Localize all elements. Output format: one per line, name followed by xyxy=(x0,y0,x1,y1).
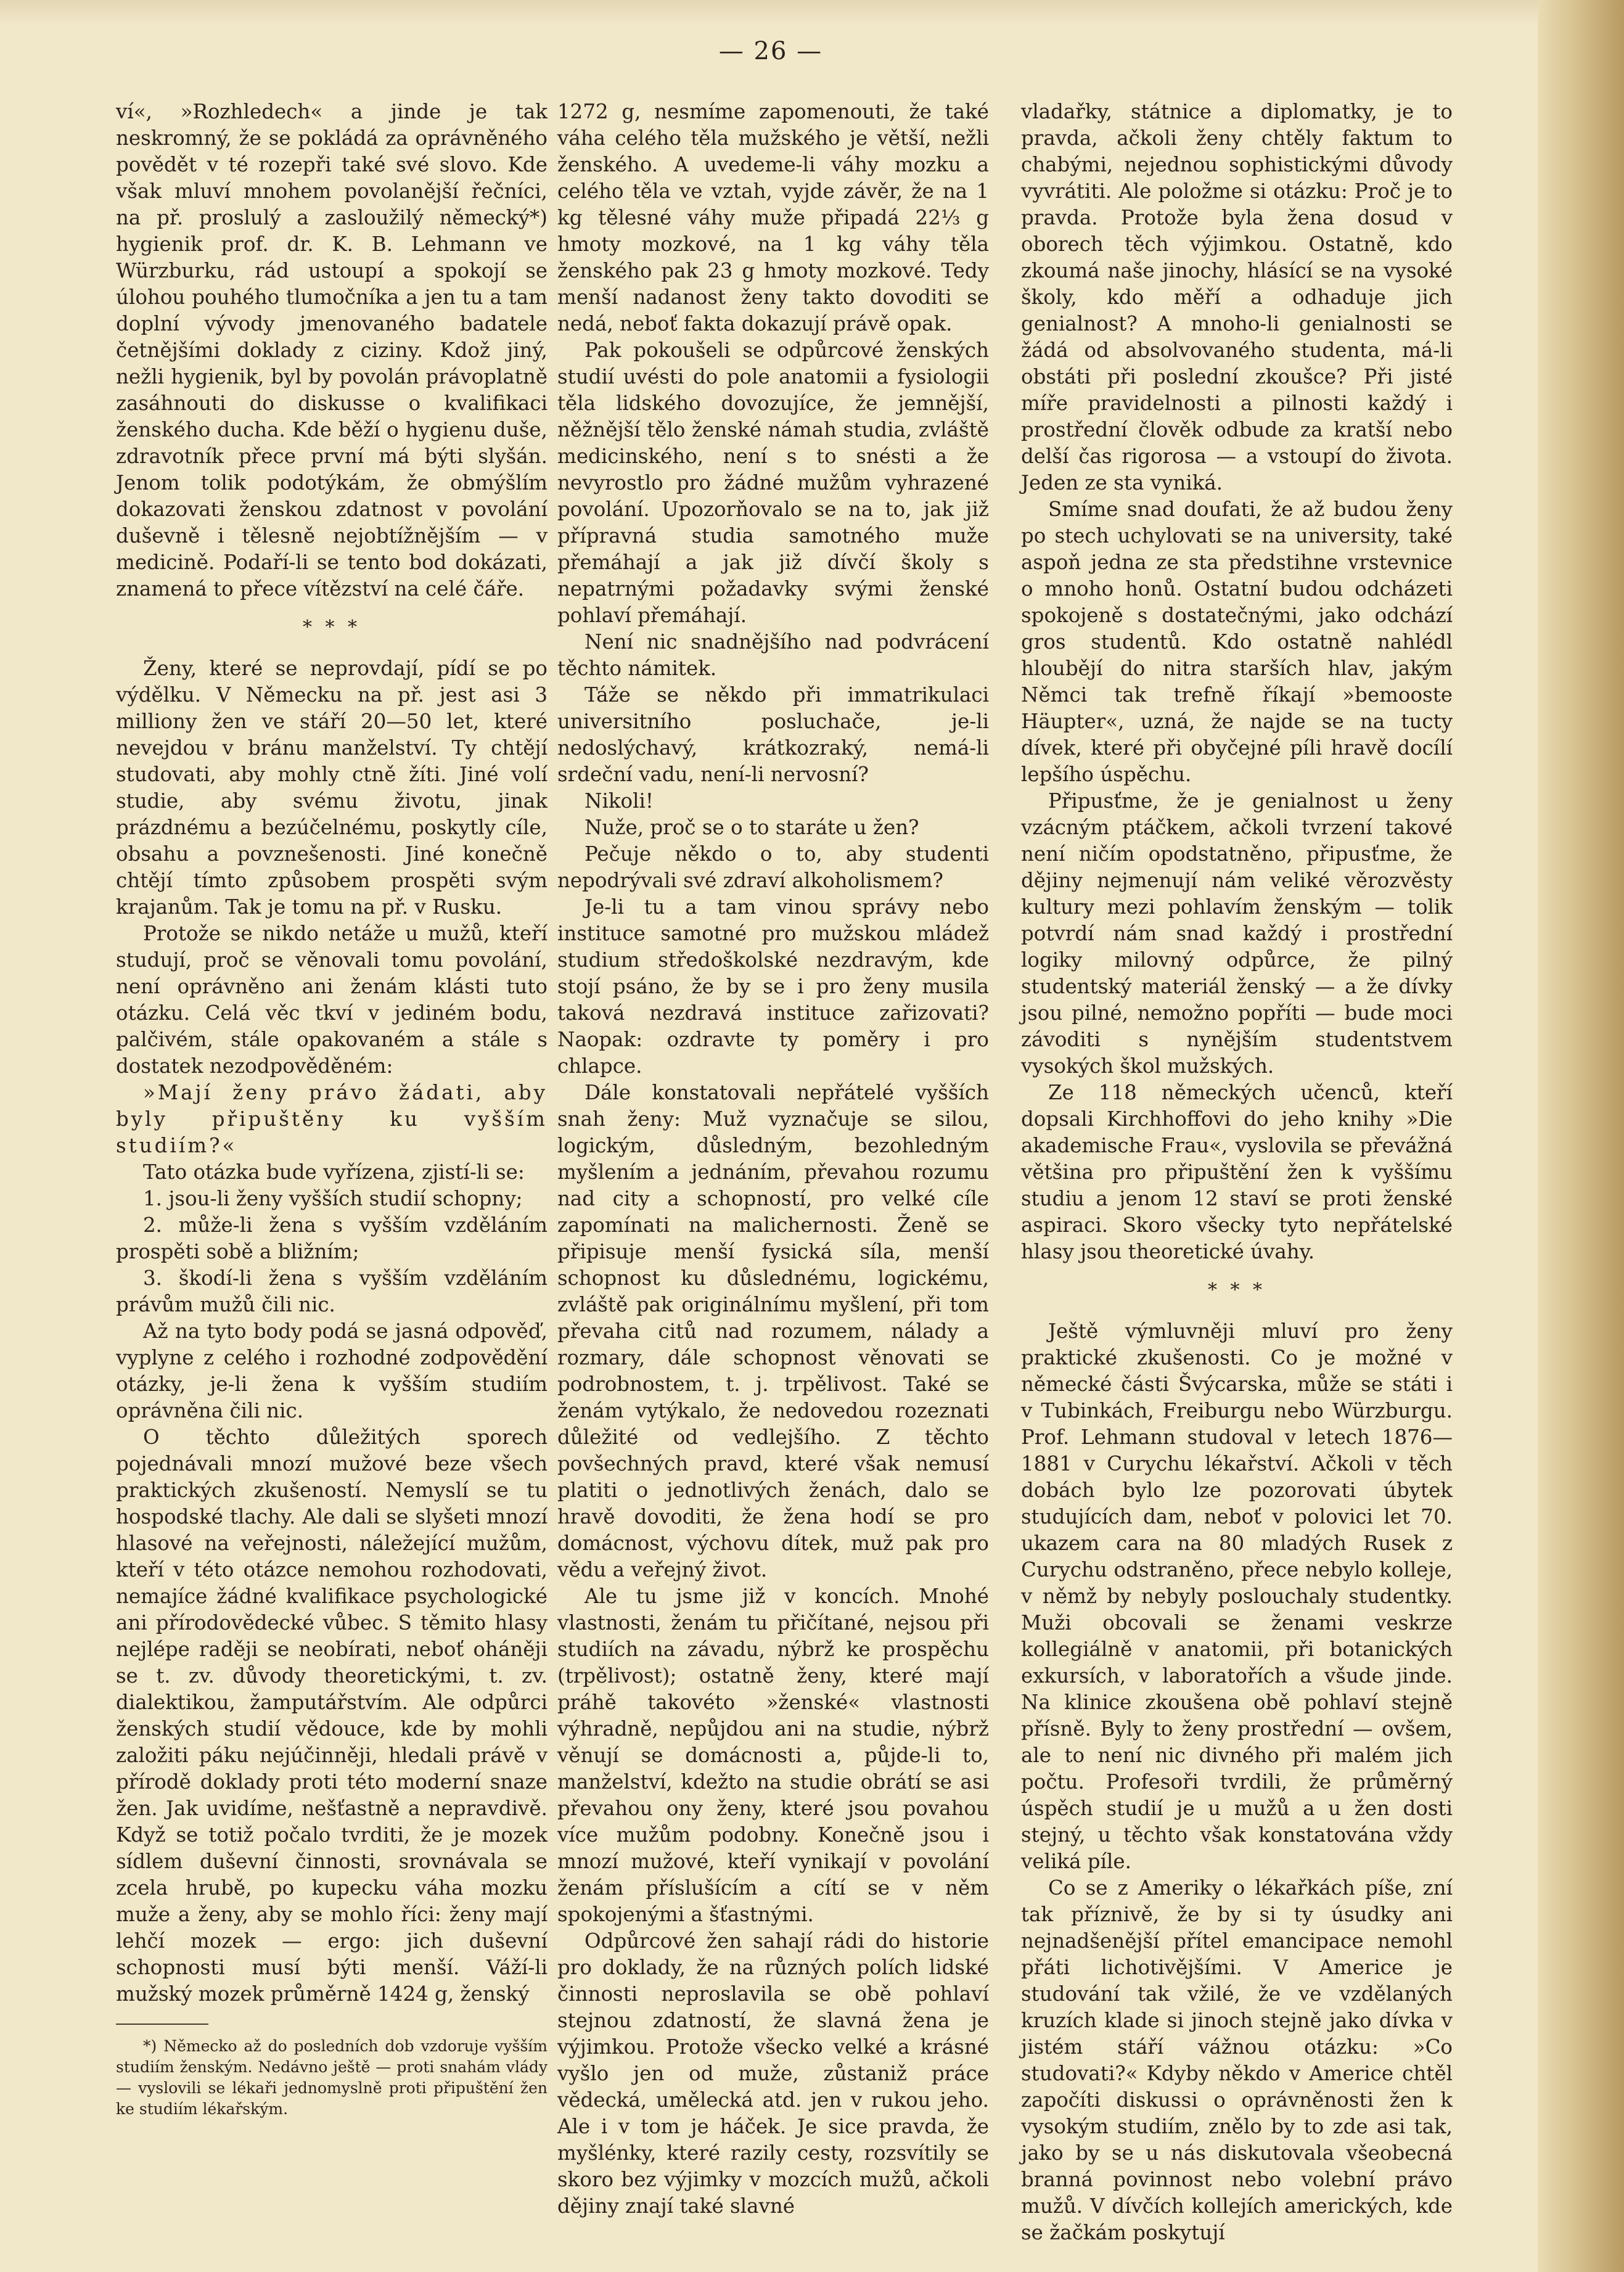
paragraph: Odpůrcové žen sahají rádi do historie pro doklady, že na různých polích lidské činnosti neproslavila se obě pohlaví stejnou zdatností, že slavná žena je výjimkou. Protože všecko velké a krásné vyšlo jen od muže, zůstaniž práce vědecká, umělecká atd. jen v rukou jeho. Ale i v tom je háček. Je sice pravda, že myšlénky, které razily cesty, rozsvítily se skoro bez výjimky v mozcích mužů, ačkoli dějiny znají také slavné xyxy=(557,1929,989,2218)
paragraph: vladařky, státnice a diplomatky, je to pravda, ačkoli ženy chtěly faktum to chabými, nejednou sophistickými důvody vyvrátiti. Ale položme si otázku: Proč je to pravda. Protože byla žena dosud v oborech těch výjimkou. Ostatně, kdo zkoumá naše jinochy, hlásící se na vysoké školy, kdo měří a odhaduje jich genialnost? A mnoho-li genialnosti se žádá od absolvovaného studenta, má-li obstáti při poslední zkoušce? Při jisté míře pravidelnosti a pilnosti každý i prostřední člověk odbude za kratší nebo delší čas rigorosa — a vstoupí do života. Jeden ze sta vyniká. xyxy=(1021,100,1453,494)
paragraph: Nuže, proč se o to staráte u žen? xyxy=(584,816,919,839)
column-3 xyxy=(1021,99,1453,2246)
paragraph: Ženy, které se neprovdají, pídí se po výdělku. V Německu na př. jest asi 3 milliony žen ve stáří 20—50 let, které nevejdou v bránu manželství. Ty chtějí studovati, aby mohly ctně žíti. Jiné volí studie, aby svému životu, jinak prázdnému a bezúčelnému, poskytly cíle, obsahu a povznešenosti. Jiné konečně chtějí tímto způsobem prospěti svým krajanům. Tak je tomu na př. v Rusku. xyxy=(116,657,547,919)
page-top-shadow xyxy=(0,0,1624,25)
paragraph: Ze 118 německých učenců, kteří dopsali Kirchhoffovi do jeho knihy »Die akademische Frau«, vyslovila se převážná většina pro připuštění žen k vyššímu studiu a jenom 12 staví se proti ženské aspiraci. Skoro všecky tyto nepřátelské hlasy jsou theoretické úvahy. xyxy=(1021,1081,1453,1263)
paragraph: Ale tu jsme již v koncích. Mnohé vlastnosti, ženám tu přičítané, nejsou při studiích na závadu, nýbrž ke prospěchu (trpělivost); ostatně ženy, které mají práhě takovéto »ženské« vlastnosti výhradně, nepůjdou ani na studie, nýbrž věnují se domácnosti a, půjde-li to, manželství, kdežto na studie obrátí se asi převahou ony ženy, které jsou povahou více mužům podobny. Konečně jsou i mnozí mužové, kteří vynikají v povolání ženám příslušícím a cítí se v něm spokojenými a šťastnými. xyxy=(557,1585,989,1926)
column-2 xyxy=(557,99,989,2220)
column-1 xyxy=(116,99,547,2120)
list-item: 3. škodí-li žena s vyšším vzděláním právům mužů čili nic. xyxy=(116,1266,547,1316)
footnote-rule xyxy=(116,2024,208,2025)
page-edge-binding xyxy=(1538,0,1624,2272)
paragraph: Táže se někdo při immatrikulaci universitního posluchače, je-li nedoslýchavý, krátkozraký, nemá-li srdeční vadu, není-li nervosní? xyxy=(557,683,989,786)
paragraph: Pečuje někdo o to, aby studenti nepodrývali své zdraví alkoholismem? xyxy=(557,842,989,892)
list-item: 1. jsou-li ženy vyšších studií schopny; xyxy=(143,1187,523,1210)
section-separator: * * * xyxy=(1207,1279,1266,1301)
page-number: — 26 — xyxy=(718,37,823,65)
paragraph: Smíme snad doufati, že až budou ženy po stech uchylovati se na university, také aspoň jedna ze sta předstihne vrstevnice o mnoho honů. Ostatní budou odcházeti spokojeně s dostatečnými, jako odchází gros studentů. Kdo ostatně nahlédl hloubějí do nitra starších hlav, jakým Němci tak trefně říkají »bemooste Häupter«, uzná, že najde se na tucty dívek, které při obyčejné píli hravě docílí lepšího úspěchu. xyxy=(1021,498,1453,786)
paragraph: Dále konstatovali nepřátelé vyšších snah ženy: Muž vyznačuje se silou, logickým, důsledným, bezohledným myšlením a jednáním, převahou rozumu nad city a schopností, pro velké cíle zapomínati na malichernosti. Ženě se připisuje menší fysická síla, menší schopnost ku důslednému, logickému, zvláště pak originálnímu myšlení, při tom převaha citů nad rozumem, nálady a rozmary, dále schopnost věnovati se podrobnostem, t. j. trpělivost. Také se ženám vytýkalo, že nedovedou rozeznati důležité od vedlejšího. Z těchto povšechných pravd, které však nemusí platiti o jednotlivých ženách, dalo se hravě dovoditi, že žena hodí se pro domácnost, výchovu dítek, muž pak pro vědu a veřejný život. xyxy=(557,1081,989,1581)
list-item: 2. může-li žena s vyšším vzděláním prospěti sobě a bližním; xyxy=(116,1213,547,1263)
paragraph: Ještě výmluvněji mluví pro ženy praktické zkušenosti. Co je možné v německé části Švýcarska, může se státi i v Tubinkách, Freiburgu nebo Würzburgu. Prof. Lehmann studoval v letech 1876—1881 v Curychu lékařství. Ačkoli v těch dobách bylo lze pozorovati úbytek studujících dam, neboť v polovici let 70. ukazem cara na 80 mladých Rusek z Curychu odstraněno, přece nebylo kolleje, v němž by nebyly poslouchaly studentky. Muži obcovali se ženami veskrze kollegiálně v anatomii, při botanických exkursích, v laboratořích a všude jinde. Na klinice zkoušena obě pohlaví stejně přísně. Byly to ženy prostřední — ovšem, ale to není nic divného při malém jich počtu. Profesoři tvrdili, že průměrný úspěch studií je u mužů a u žen dosti stejný, u těchto však konstatována vždy veliká píle. xyxy=(1021,1319,1453,1873)
section-separator: * * * xyxy=(302,617,361,638)
paragraph: Protože se nikdo netáže u mužů, kteří studují, proč se věnovali tomu povolání, není oprávněno ani ženám klásti tuto otázku. Celá věc tkví v jediném bodu, palčivém, stále opakovaném a stále s dostatek nezodpověděném: xyxy=(116,922,547,1078)
paragraph: 1272 g, nesmíme zapomenouti, že také váha celého těla mužského je větší, nežli ženského. A uvedeme-li váhy mozku a celého těla ve vztah, vyjde závěr, že na 1 kg tělesné váhy muže připadá 22⅓ g hmoty mozkové, na 1 kg váhy těla ženského pak 23 g hmoty mozkové. Tedy menší nadanost ženy takto dovoditi se nedá, neboť fakta dokazují právě opak. xyxy=(557,100,989,335)
paragraph: Tato otázka bude vyřízena, zjistí-li se: xyxy=(143,1160,525,1184)
paragraph: ví«, »Rozhledech« a jinde je tak neskromný, že se pokládá za oprávněného povědět v té rozepři také své slovo. Kde však mluví mnohem povolanější řečníci, na př. proslulý a zasloužilý německý*) hygienik prof. dr. K. B. Lehmann ve Würzburku, rád ustoupí a spokojí se úlohou pouhého tlumočníka a jen tu a tam doplní vývody jmenovaného badatele četnějšími doklady z ciziny. Kdož jiný, nežli hygienik, byl by povolán právoplatně zasáhnouti do diskusse o kvalifikaci ženského ducha. Kde běží o hygienu duše, zdravotník přece první má býti slyšán. Jenom tolik podotýkám, že obmýšlím dokazovati ženskou zdatnost v povolání duševně i tělesně nejobtížnějším — v medicině. Podaří-li se tento bod dokázati, znamená to přece vítězství na celé čáře. xyxy=(116,100,547,601)
paragraph-question: »Mají ženy právo žádati, aby byly připuštěny ku vyšším studiím?« xyxy=(116,1081,547,1157)
paragraph: Co se z Ameriky o lékařkách píše, zní tak příznivě, že by si ty úsudky ani nejnadšenější přítel emancipace nemohl přáti lichotivějšími. V Americe je studování tak vžilé, že ve vzdělaných kruzích klade si jinoch stejně jako dívka v jistém stáří vážnou otázku: »Co studovati?« Kdyby někdo v Americe chtěl započíti diskussi o oprávněnosti žen k vysokým studiím, znělo by to zde asi tak, jako by se u nás diskutovala všeobecná branná povinnost nebo volební právo mužů. V dívčích kollejích amerických, kde se žačkám poskytují xyxy=(1021,1876,1453,2244)
paragraph: Pak pokoušeli se odpůrcové ženských studií uvésti do pole anatomii a fysiologii těla lidského dovozujíce, že jemnější, něžnější tělo ženské námah studia, zvláště medicinského, není s to snésti a že nevyrostlo pro žádné mužům vyhrazené povolání. Upozorňovalo se na to, jak již přípravná studia samotného muže přemáhají a jak již dívčí školy s nepatrnými požadavky svými ženské pohlaví přemáhají. xyxy=(557,338,989,627)
paragraph: Nikoli! xyxy=(584,789,654,813)
paragraph: Až na tyto body podá se jasná odpověď, vyplyne z celého i rozhodné zodpovědění otázky, je-li žena k vyšším studiím oprávněna čili nic. xyxy=(116,1319,547,1422)
footnote: *) Německo až do posledních dob vzdoruje vyšším studiím ženským. Nedávno ještě — proti snahám vlády — vyslovili se lékaři jednomyslně proti připuštění žen ke studiím lékařským. xyxy=(116,2037,547,2118)
paragraph: Je-li tu a tam vinou správy nebo instituce samotné pro mužskou mládež studium středoškolské nezdravým, kde stojí psáno, že by se i pro ženy musila taková nezdravá instituce zařizovati? Naopak: ozdravte ty poměry i pro chlapce. xyxy=(557,895,989,1078)
paragraph: Připusťme, že je genialnost u ženy vzácným ptáčkem, ačkoli tvrzení takové není ničím opodstatněno, připusťme, že dějiny nejmenují nám veliké věrozvěsty kultury mezi pohlavím ženským — tolik potvrdí nám snad každý i prostřední logiky milovný odpůrce, že pilný studentský materiál ženský — a že dívky jsou pilné, nemožno popříti — bude moci závoditi s nynějším studentstvem vysokých škol mužských. xyxy=(1021,789,1453,1078)
paragraph: Není nic snadnějšího nad podvrácení těchto námitek. xyxy=(557,630,989,680)
paragraph: O těchto důležitých sporech pojednávali mnozí mužové beze všech praktických zkušeností. Nemyslí se tu hospodské tlachy. Ale dali se slyšeti mnozí hlasové na veřejnosti, náležející mužům, kteří v této otázce nemohou rozhodovati, nemajíce žádné kvalifikace psychologické ani přírodovědecké vůbec. S těmito hlasy nejlépe raději se neobírati, neboť oháněji se t. zv. důvody theoretickými, t. zv. dialektikou, žamputářstvím. Ale odpůrci ženských studií vědouce, kde by mohli založiti páku nejúčinněji, hledali právě v přírodě doklady proti této moderní snaze žen. Jak uvidíme, nešťastně a nepravdivě. Když se totiž počalo tvrditi, že je mozek sídlem duševní činnosti, srovnávala se zcela hrubě, po kupecku váha mozku muže a ženy, aby se mohlo říci: ženy mají lehčí mozek — ergo: jich duševní schopnosti musí býti menší. Váží-li mužský mozek průměrně 1424 g, ženský xyxy=(116,1425,547,2006)
